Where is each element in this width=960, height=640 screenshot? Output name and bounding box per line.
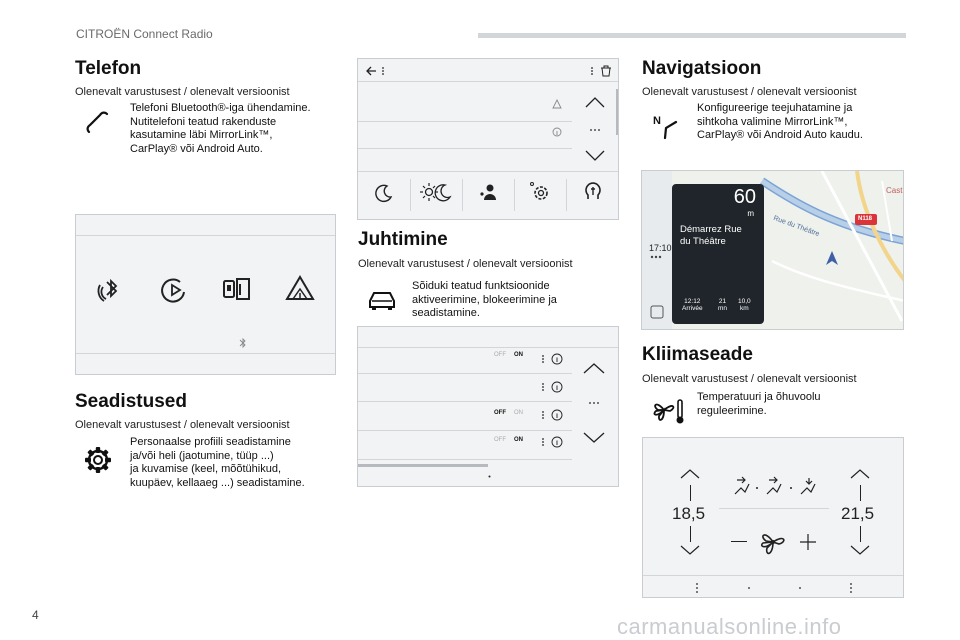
scroll-up-chevron-icon[interactable]: [582, 361, 606, 375]
street-name: Démarrez Rue du Théâtre: [680, 224, 742, 247]
juhtimine-title: Juhtimine: [358, 229, 448, 250]
toggle-on-label[interactable]: ON: [514, 352, 523, 358]
temp-right-down-icon[interactable]: [849, 544, 871, 556]
seadistused-title: Seadistused: [75, 391, 187, 412]
trash-icon[interactable]: [588, 65, 614, 77]
warning-icon: [552, 99, 562, 109]
carplay-icon[interactable]: [158, 274, 190, 306]
map-road-label: Rue du Théâtre: [772, 214, 821, 239]
toggle-on-label[interactable]: ON: [514, 437, 523, 443]
kliimaseade-subtitle: Olenevalt varustusest / olenevalt versioonist: [642, 373, 857, 385]
settings-gear-icon[interactable]: [528, 181, 552, 203]
settings-screen: [357, 58, 619, 220]
watermark: carmanualsonline.info: [617, 614, 842, 639]
toggle-off-label[interactable]: OFF: [494, 437, 506, 443]
road-badge: N118: [858, 216, 873, 222]
back-arrow-icon[interactable]: [364, 65, 386, 77]
home-button-icon[interactable]: [650, 305, 664, 319]
more-dots-icon[interactable]: [588, 401, 600, 405]
scroll-up-chevron-icon[interactable]: [584, 95, 606, 109]
phone-handset-icon: [83, 108, 113, 138]
fan-increase-icon[interactable]: [799, 533, 817, 551]
seadistused-description: Personaalse profiili seadistamine ja/või heli (jaotumine, tüüp ...) ja kuvamise (keel, mõõtühikud, kuupäev, kellaaeg ...) seadistamine.: [130, 436, 305, 489]
toggle-off-label[interactable]: OFF: [494, 352, 506, 358]
guidance-panel: [672, 184, 764, 324]
row-options-info-icon[interactable]: [540, 409, 564, 421]
mirrorlink-icon[interactable]: [221, 275, 253, 305]
navigatsioon-title: Navigatsioon: [642, 58, 762, 79]
telefon-screen: [75, 214, 336, 375]
info-icon: [552, 127, 562, 137]
voice-icon[interactable]: [582, 181, 604, 203]
gear-icon: [83, 445, 113, 475]
scrollbar[interactable]: [616, 89, 618, 135]
scroll-down-chevron-icon[interactable]: [584, 149, 606, 163]
telefon-subtitle: Olenevalt varustusest / olenevalt versioonist: [75, 86, 290, 98]
toggle-on-label[interactable]: ON: [514, 410, 523, 416]
temp-right-up-icon[interactable]: [849, 468, 871, 480]
juhtimine-subtitle: Olenevalt varustusest / olenevalt versioonist: [358, 258, 573, 270]
seadistused-subtitle: Olenevalt varustusest / olenevalt versioonist: [75, 419, 290, 431]
clock: 17:10: [649, 243, 672, 253]
row-options-info-icon[interactable]: [540, 381, 564, 393]
fan-icon[interactable]: [757, 526, 789, 558]
climate-icon: [650, 396, 686, 426]
juhtimine-description: Sõiduki teatud funktsioonide aktiveerimine, blokeerimine ja seadistamine.: [412, 280, 557, 319]
distance-value: 60: [733, 186, 756, 208]
svg-text:N: N: [653, 115, 661, 127]
page-number: 4: [32, 608, 39, 622]
menu-dots-left-icon[interactable]: [695, 582, 699, 594]
scroll-down-chevron-icon[interactable]: [582, 431, 606, 445]
page-dot-icon: [798, 586, 802, 590]
menu-dots-right-icon[interactable]: [849, 582, 853, 594]
car-icon: [366, 283, 398, 313]
night-mode-icon[interactable]: [374, 183, 394, 203]
page-indicator-dot: [488, 475, 491, 478]
telefon-title: Telefon: [75, 58, 142, 79]
bluetooth-status-icon: [239, 337, 247, 349]
temp-left-down-icon[interactable]: [679, 544, 701, 556]
remaining-distance: 10,0 km: [738, 298, 751, 312]
header-divider: [478, 33, 906, 38]
remaining-minutes: 21 mn: [718, 298, 728, 312]
map-corner-label: Cast: [886, 186, 903, 195]
more-dots-icon[interactable]: [589, 128, 601, 132]
temp-left-up-icon[interactable]: [679, 468, 701, 480]
arrival-time: 12:12 Arrivée: [682, 298, 703, 312]
profile-icon[interactable]: [478, 183, 498, 201]
vehicle-functions-screen: [357, 326, 619, 487]
kliimaseade-title: Kliimaseade: [642, 344, 753, 365]
fan-decrease-icon[interactable]: [731, 541, 747, 542]
climate-screen: [642, 437, 904, 598]
row-options-info-icon[interactable]: [540, 436, 564, 448]
navigatsioon-description: Konfigureerige teejuhatamine ja sihtkoha valimine MirrorLink™, CarPlay® või Android Auto kaudu.: [697, 102, 863, 141]
row-options-info-icon[interactable]: [540, 353, 564, 365]
navigatsioon-subtitle: Olenevalt varustusest / olenevalt versioonist: [642, 86, 857, 98]
bluetooth-icon[interactable]: [94, 273, 128, 307]
telefon-description: Telefoni Bluetooth®-iga ühendamine. Nutitelefoni teatud rakenduste kasutamine läbi MirrorLink™, CarPlay® või Android Auto.: [130, 102, 311, 155]
toggle-off-label[interactable]: OFF: [494, 410, 506, 416]
temp-right-value: 21,5: [841, 504, 875, 523]
navigation-icon: [652, 110, 682, 140]
day-night-icon[interactable]: [420, 181, 452, 203]
android-auto-icon[interactable]: [283, 273, 317, 305]
temp-left-value: 18,5: [672, 504, 706, 523]
header-title: CITROËN Connect Radio: [76, 27, 213, 41]
airflow-distribution-icon[interactable]: [731, 474, 821, 498]
distance-unit: m: [747, 209, 754, 218]
kliimaseade-description: Temperatuuri ja õhuvoolu reguleerimine.: [697, 391, 821, 417]
signal-dots-icon: [650, 255, 664, 259]
page-dot-icon: [747, 586, 751, 590]
